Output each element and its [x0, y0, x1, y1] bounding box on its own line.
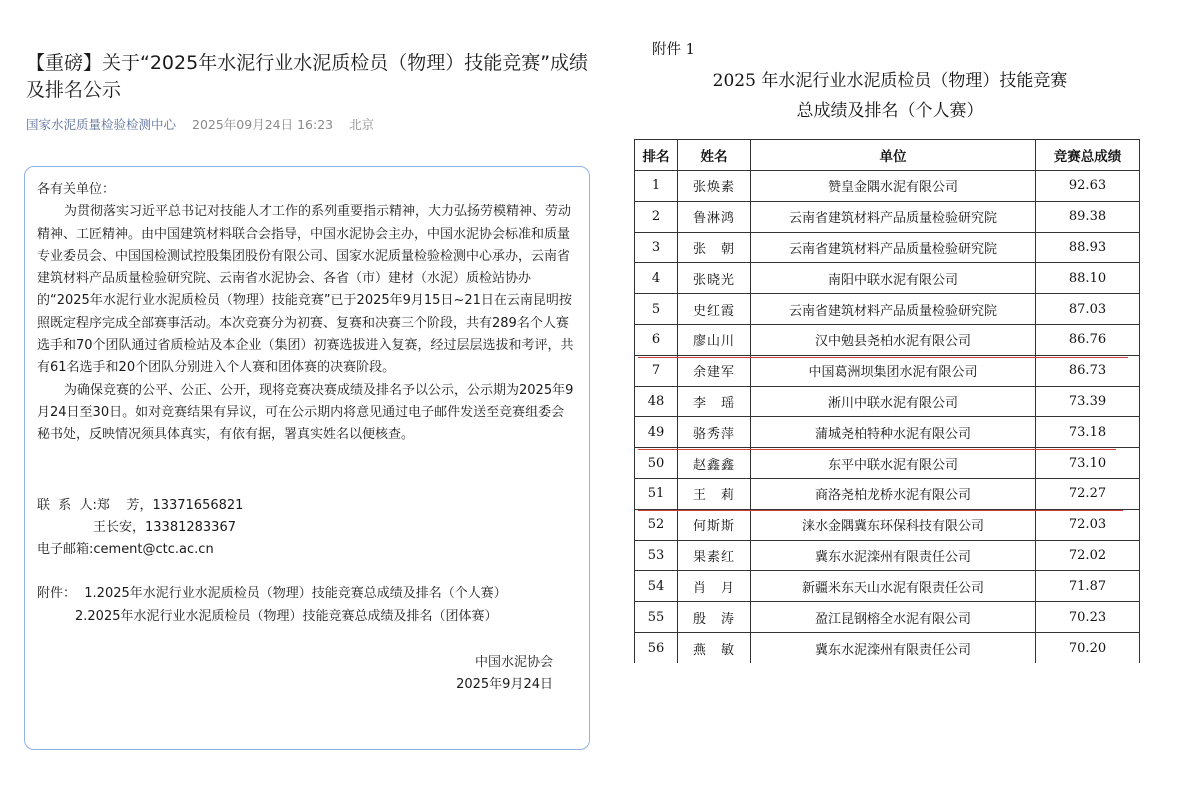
cell-name: 骆秀萍 [678, 417, 751, 448]
cell-score: 72.03 [1036, 509, 1140, 540]
notice-box [24, 166, 590, 750]
ranking-table [634, 139, 1140, 663]
table-row [635, 355, 1140, 386]
article-datetime: 2025年09月24日 16:23 [192, 117, 334, 132]
signature-date: 2025年9月24日 [456, 677, 553, 693]
contact-line-2: 王长安，13381283367 [93, 519, 236, 535]
cell-name: 殷 涛 [678, 602, 751, 633]
cell-score: 73.39 [1036, 386, 1140, 417]
cell-unit: 南阳中联水泥有限公司 [751, 263, 1036, 294]
cell-score: 88.10 [1036, 263, 1140, 294]
attachment-title-1: 2025 年水泥行业水泥质检员（物理）技能竞赛 [712, 71, 1068, 91]
attachment-line-1: 附件： 1.2025年水泥行业水泥质检员（物理）技能竞赛总成绩及排名（个人赛） [37, 586, 507, 602]
cell-unit: 盈江昆钢榕全水泥有限公司 [751, 602, 1036, 633]
cell-unit: 云南省建筑材料产品质量检验研究院 [751, 232, 1036, 263]
cell-rank: 52 [635, 509, 678, 540]
cell-score: 70.20 [1036, 632, 1140, 663]
cell-unit: 商洛尧柏龙桥水泥有限公司 [751, 478, 1036, 509]
cell-name: 史红霞 [678, 294, 751, 325]
attachment-label: 附件 1 [652, 42, 695, 58]
red-underline-1 [638, 357, 1128, 358]
cell-rank: 4 [635, 263, 678, 294]
red-underline-3 [638, 510, 1123, 511]
cell-score: 71.87 [1036, 571, 1140, 602]
cell-name: 张 朝 [678, 232, 751, 263]
attachment-panel [610, 0, 1200, 800]
table-body [635, 171, 1140, 664]
header-rank: 排名 [635, 140, 678, 171]
table-row [635, 602, 1140, 633]
cell-score: 72.02 [1036, 540, 1140, 571]
cell-rank: 53 [635, 540, 678, 571]
cell-unit: 中国葛洲坝集团水泥有限公司 [751, 355, 1036, 386]
cell-score: 89.38 [1036, 201, 1140, 232]
cell-rank: 3 [635, 232, 678, 263]
notice-salutation: 各有关单位： [37, 182, 116, 197]
cell-score: 73.10 [1036, 448, 1140, 479]
cell-unit: 涞水金隅冀东环保科技有限公司 [751, 509, 1036, 540]
cell-unit: 新疆米东天山水泥有限责任公司 [751, 571, 1036, 602]
cell-rank: 6 [635, 324, 678, 355]
table-row [635, 417, 1140, 448]
cell-unit: 云南省建筑材料产品质量检验研究院 [751, 201, 1036, 232]
cell-rank: 7 [635, 355, 678, 386]
table-row [635, 171, 1140, 202]
red-underline-2 [638, 449, 1116, 450]
cell-score: 87.03 [1036, 294, 1140, 325]
cell-name: 果素红 [678, 540, 751, 571]
cell-unit: 冀东水泥滦州有限责任公司 [751, 540, 1036, 571]
table-row [635, 540, 1140, 571]
cell-rank: 50 [635, 448, 678, 479]
cell-name: 张晓光 [678, 263, 751, 294]
header-unit: 单位 [751, 140, 1036, 171]
attachment-title-2: 总成绩及排名（个人赛） [796, 101, 984, 121]
cell-name: 李 瑶 [678, 386, 751, 417]
signature-org: 中国水泥协会 [474, 655, 553, 671]
notice-paragraph-2: 为确保竞赛的公平、公正、公开，现将竞赛决赛成绩及排名予以公示，公示期为2025年9月24日至30日。如对竞赛结果有异议，可在公示期内将意见通过电子邮件发送至竞赛组委会秘书处，反映情况须具体真实，有依有据，署真实姓名以便核查。 [37, 382, 574, 443]
cell-unit: 蒲城尧柏特种水泥有限公司 [751, 417, 1036, 448]
cell-name: 肖 月 [678, 571, 751, 602]
cell-score: 70.23 [1036, 602, 1140, 633]
cell-rank: 49 [635, 417, 678, 448]
cell-unit: 冀东水泥滦州有限责任公司 [751, 632, 1036, 663]
cell-name: 鲁淋鸿 [678, 201, 751, 232]
table-row [635, 324, 1140, 355]
cell-name: 余建军 [678, 355, 751, 386]
article-title: 【重磅】关于“2025年水泥行业水泥质检员（物理）技能竞赛”成绩及排名公示 [26, 52, 589, 101]
cell-unit: 赞皇金隅水泥有限公司 [751, 171, 1036, 202]
cell-score: 92.63 [1036, 171, 1140, 202]
table-row [635, 232, 1140, 263]
cell-name: 赵鑫鑫 [678, 448, 751, 479]
cell-name: 燕 敏 [678, 632, 751, 663]
table-row [635, 294, 1140, 325]
contact-email: 电子邮箱:cement@ctc.ac.cn [37, 542, 214, 558]
cell-name: 何斯斯 [678, 509, 751, 540]
cell-rank: 5 [635, 294, 678, 325]
cell-rank: 1 [635, 171, 678, 202]
cell-rank: 54 [635, 571, 678, 602]
cell-rank: 56 [635, 632, 678, 663]
table-row [635, 448, 1140, 479]
cell-score: 88.93 [1036, 232, 1140, 263]
table-row [635, 263, 1140, 294]
table-row [635, 509, 1140, 540]
article-source-link[interactable]: 国家水泥质量检验检测中心 [26, 117, 177, 132]
cell-name: 廖山川 [678, 324, 751, 355]
cell-score: 86.76 [1036, 324, 1140, 355]
contact-line-1: 联 系 人:郑 芳，13371656821 [37, 497, 244, 513]
header-name: 姓名 [678, 140, 751, 171]
cell-score: 73.18 [1036, 417, 1140, 448]
table-row [635, 632, 1140, 663]
attachment-line-2: 2.2025年水泥行业水泥质检员（物理）技能竞赛总成绩及排名（团体赛） [75, 608, 498, 624]
table-row [635, 478, 1140, 509]
cell-rank: 2 [635, 201, 678, 232]
cell-rank: 48 [635, 386, 678, 417]
header-score: 竞赛总成绩 [1036, 140, 1140, 171]
cell-unit: 云南省建筑材料产品质量检验研究院 [751, 294, 1036, 325]
table-row [635, 201, 1140, 232]
cell-score: 72.27 [1036, 478, 1140, 509]
notice-paragraph-1: 为贯彻落实习近平总书记对技能人才工作的系列重要指示精神，大力弘扬劳模精神、劳动精神、工匠精神。由中国建筑材料联合会指导，中国水泥协会主办，中国水泥协会标准和质量专业委员会、中国国检测试控股集团股份有限公司、国家水泥质量检验检测中心承办，云南省建筑材料产品质量检验研究院、云南省水泥协会、各省（市）建材（水泥）质检站协办的“2025年水泥行业水泥质检员（物理）技能竞赛”已于2025年9月15日~21日在云南昆明按照既定程序完成全部赛事活动。本次竞赛分为初赛、复赛和决赛三个阶段，共有289名个人赛选手和70个团队通过省质检站及本企业（集团）初赛选拔进入复赛，经过层层选拔和考评，共有61名选手和20个团队分别进入个人赛和团体赛的决赛阶段。 [37, 204, 574, 376]
cell-rank: 55 [635, 602, 678, 633]
cell-name: 张焕素 [678, 171, 751, 202]
table-row [635, 571, 1140, 602]
article-location: 北京 [349, 117, 375, 132]
table-header-row [635, 140, 1140, 171]
cell-name: 王 莉 [678, 478, 751, 509]
cell-unit: 淅川中联水泥有限公司 [751, 386, 1036, 417]
cell-unit: 东平中联水泥有限公司 [751, 448, 1036, 479]
cell-rank: 51 [635, 478, 678, 509]
cell-score: 86.73 [1036, 355, 1140, 386]
table-row [635, 386, 1140, 417]
cell-unit: 汉中勉县尧柏水泥有限公司 [751, 324, 1036, 355]
article-meta [26, 115, 374, 133]
